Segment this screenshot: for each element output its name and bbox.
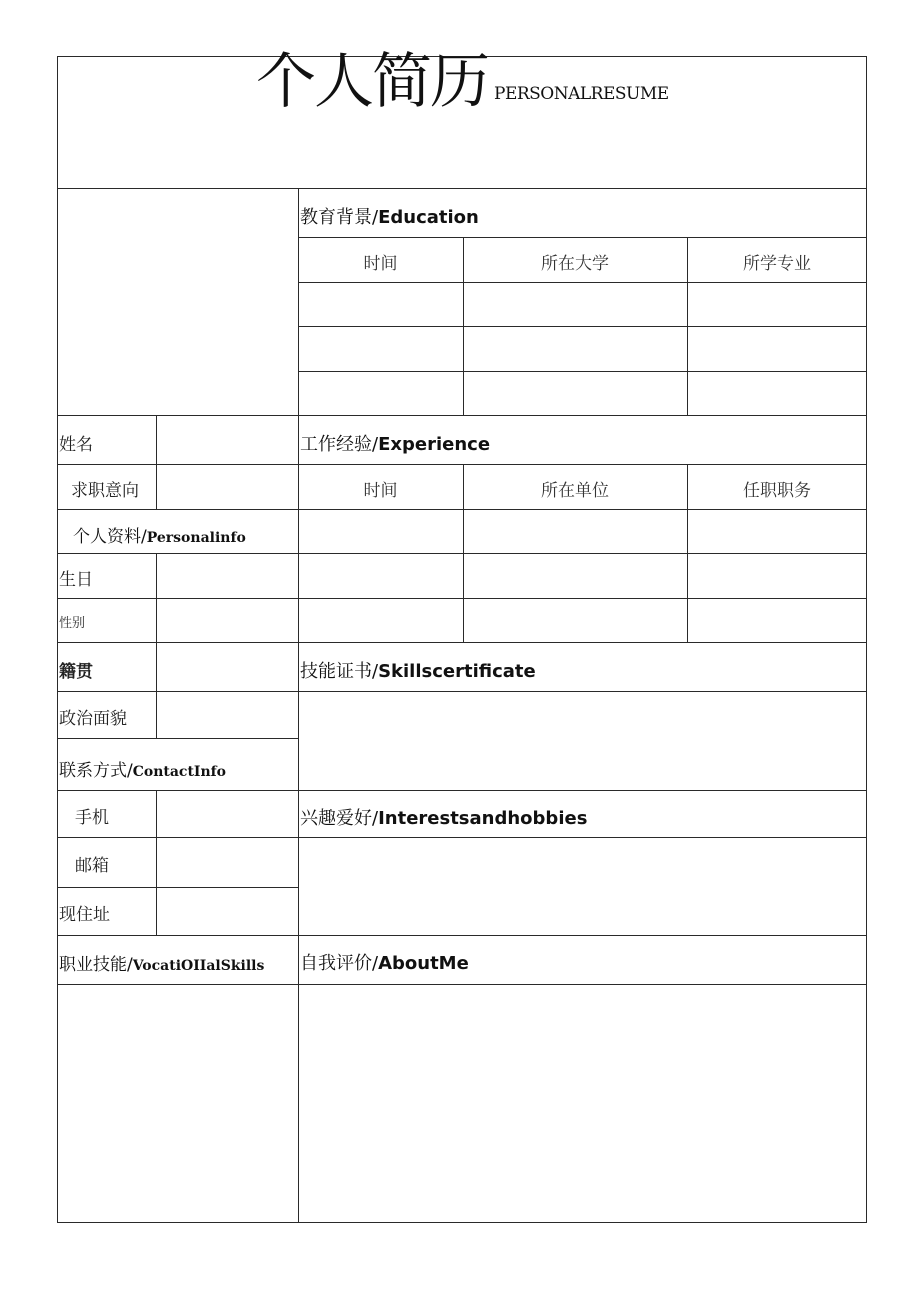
- birthday-label: 生日: [59, 570, 93, 590]
- skills-heading-en: Skillscertificate: [378, 661, 536, 682]
- vocational-heading-en: VocatiOIIalSkills: [132, 958, 265, 974]
- phone-label: 手机: [75, 808, 109, 828]
- email-label: 邮箱: [75, 856, 109, 876]
- contact-heading: [59, 756, 226, 781]
- contact-heading-cn: 联系方式/: [59, 761, 133, 781]
- section-line-984: [57, 984, 867, 985]
- section-line-790: [57, 790, 867, 791]
- address-value[interactable]: [160, 890, 296, 933]
- name-value[interactable]: [160, 418, 296, 462]
- edu-col-time: 时间: [363, 254, 398, 274]
- phone-value[interactable]: [160, 793, 296, 835]
- about-heading-en: AboutMe: [378, 953, 469, 974]
- exp-col-time: 时间: [363, 481, 398, 501]
- photo-area[interactable]: [60, 191, 295, 412]
- personal-info-heading-cn: 个人资料/: [73, 527, 147, 547]
- about-content[interactable]: [302, 988, 862, 1218]
- address-label: 现住址: [59, 905, 110, 925]
- hobbies-heading: [300, 804, 587, 830]
- exp-row-line-1: [57, 509, 867, 510]
- resume-title: 个人简历: [256, 47, 488, 117]
- hobbies-heading-cn: 兴趣爱好/: [300, 808, 379, 829]
- section-line-642: [57, 642, 867, 643]
- personal-info-heading-en: Personalinfo: [146, 530, 246, 546]
- education-heading: [300, 203, 479, 229]
- main-divider: [298, 188, 299, 1222]
- political-value[interactable]: [160, 694, 296, 736]
- left-col-div-c: [156, 790, 157, 935]
- hobbies-content[interactable]: [302, 841, 862, 933]
- education-heading-en: Education: [378, 207, 479, 228]
- vocational-heading-cn: 职业技能/: [59, 955, 133, 975]
- exp-col-position: 任职职务: [743, 481, 811, 501]
- frame-left: [57, 56, 58, 1223]
- frame-right: [866, 56, 867, 1223]
- gender-label: 性别: [59, 616, 86, 631]
- gender-value[interactable]: [160, 601, 296, 641]
- hometown-value[interactable]: [160, 646, 296, 689]
- exp-row-line-3: [57, 598, 867, 599]
- name-label: 姓名: [59, 435, 93, 455]
- experience-heading-en: Experience: [378, 434, 491, 455]
- left-col-div-b: [156, 553, 157, 738]
- skills-heading-cn: 技能证书/: [300, 661, 379, 682]
- email-value[interactable]: [160, 840, 296, 885]
- left-line-887: [57, 887, 298, 888]
- left-line-738: [57, 738, 298, 739]
- about-heading-cn: 自我评价/: [300, 953, 379, 974]
- edu-row-line-1: [298, 282, 867, 283]
- skills-heading-line: [57, 691, 867, 692]
- vocational-heading: [59, 950, 264, 975]
- personal-info-heading: [73, 522, 246, 547]
- experience-heading: [300, 430, 490, 456]
- edu-heading-line: [298, 237, 867, 238]
- education-heading-cn: 教育背景/: [300, 207, 379, 228]
- header-divider: [57, 188, 867, 189]
- section-line-935: [57, 935, 867, 936]
- political-label: 政治面貌: [59, 709, 127, 729]
- skills-heading: [300, 657, 536, 683]
- contact-heading-en: ContactInfo: [132, 764, 227, 780]
- exp-heading-line: [57, 464, 867, 465]
- edu-row-line-2: [298, 326, 867, 327]
- birthday-value[interactable]: [160, 556, 296, 596]
- hobbies-heading-en: Interestsandhobbies: [378, 808, 588, 829]
- hometown-label: 籍贯: [59, 662, 93, 682]
- section-line-415: [57, 415, 867, 416]
- about-heading: [300, 949, 469, 975]
- skills-content[interactable]: [302, 695, 862, 787]
- edu-row-line-3: [298, 371, 867, 372]
- intent-label: 求职意向: [71, 481, 139, 501]
- frame-bottom: [57, 1222, 867, 1223]
- exp-row-line-2: [57, 553, 867, 554]
- experience-heading-cn: 工作经验/: [300, 434, 379, 455]
- hobbies-heading-line: [298, 837, 867, 838]
- vocational-content[interactable]: [60, 988, 295, 1218]
- exp-col-employer: 所在单位: [541, 481, 609, 501]
- resume-title-en: PERSONALRESUME: [494, 84, 669, 104]
- left-line-837: [57, 837, 298, 838]
- intent-value[interactable]: [160, 467, 296, 507]
- left-col-div-a: [156, 415, 157, 509]
- edu-col-university: 所在大学: [541, 254, 609, 274]
- edu-col-major: 所学专业: [743, 254, 811, 274]
